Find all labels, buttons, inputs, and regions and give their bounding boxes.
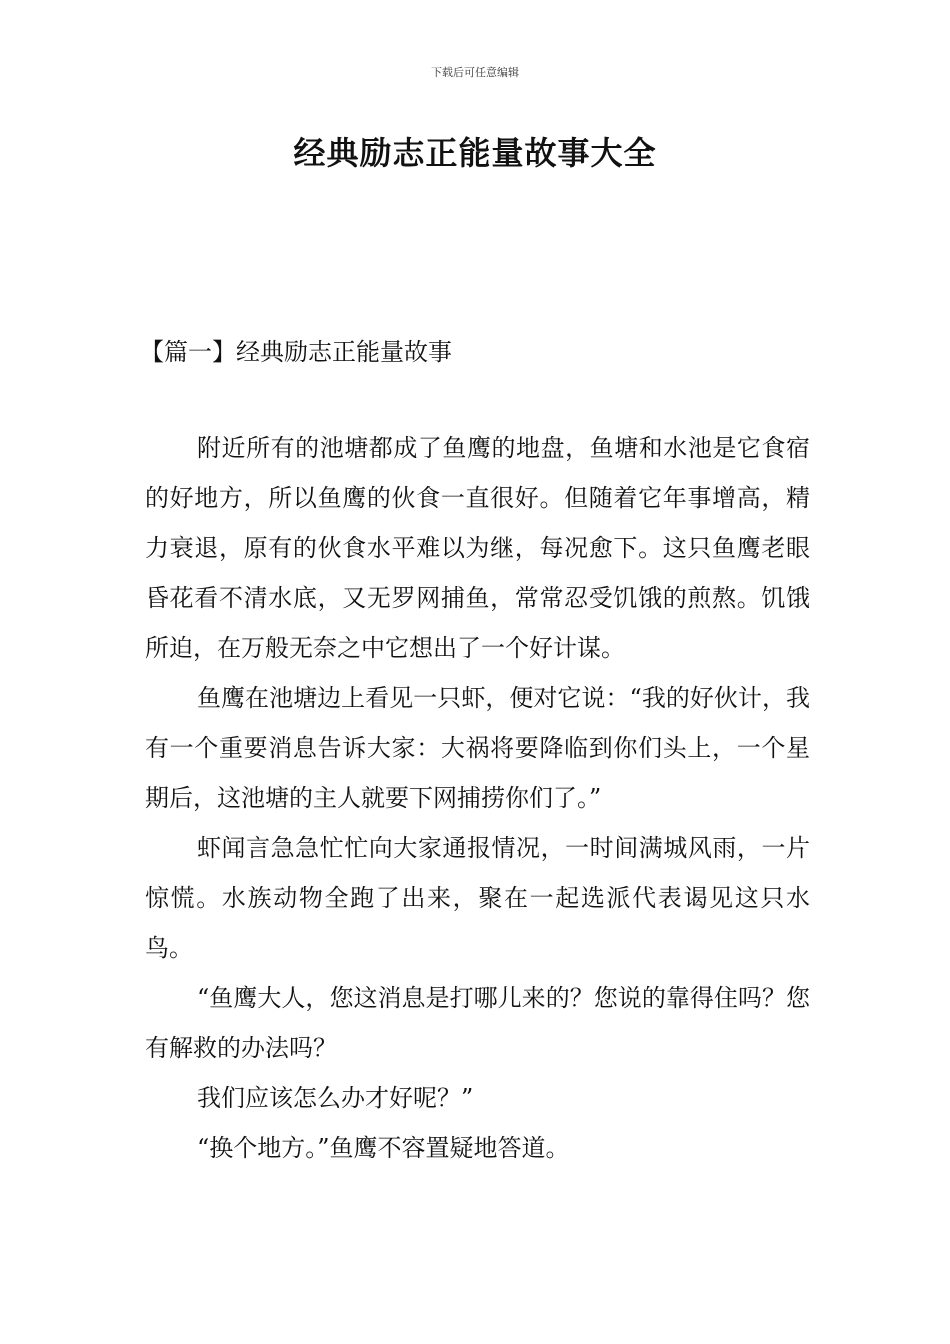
- header-note: 下载后可任意编辑: [431, 66, 519, 79]
- paragraph: 鱼鹰在池塘边上看见一只虾，便对它说：“我的好伙计，我有一个重要消息告诉大家：大祸将要降临到你们头上，一个星期后，这池塘的主人就要下网捕捞你们了。”: [145, 684, 810, 812]
- paragraph: “鱼鹰大人，您这消息是打哪儿来的？您说的靠得住吗？您有解救的办法吗？: [145, 984, 810, 1062]
- paragraph: 我们应该怎么办才好呢？”: [197, 1084, 474, 1112]
- body-text: [145, 423, 810, 1173]
- paragraph: 虾闻言急急忙忙向大家通报情况，一时间满城风雨，一片惊慌。水族动物全跑了出来，聚在一起选派代表谒见这只水鸟。: [145, 834, 810, 962]
- document-title: 经典励志正能量故事大全: [293, 134, 657, 172]
- paragraph: “换个地方。”鱼鹰不容置疑地答道。: [197, 1134, 570, 1162]
- paragraph: 附近所有的池塘都成了鱼鹰的地盘，鱼塘和水池是它食宿的好地方，所以鱼鹰的伙食一直很好。但随着它年事增高，精力衰退，原有的伙食水平难以为继，每况愈下。这只鱼鹰老眼昏花看不清水底，又无罗网捕鱼，常常忍受饥饿的煎熬。饥饿所迫，在万般无奈之中它想出了一个好计谋。: [145, 434, 810, 662]
- section-heading: 【篇一】经典励志正能量故事: [140, 338, 452, 366]
